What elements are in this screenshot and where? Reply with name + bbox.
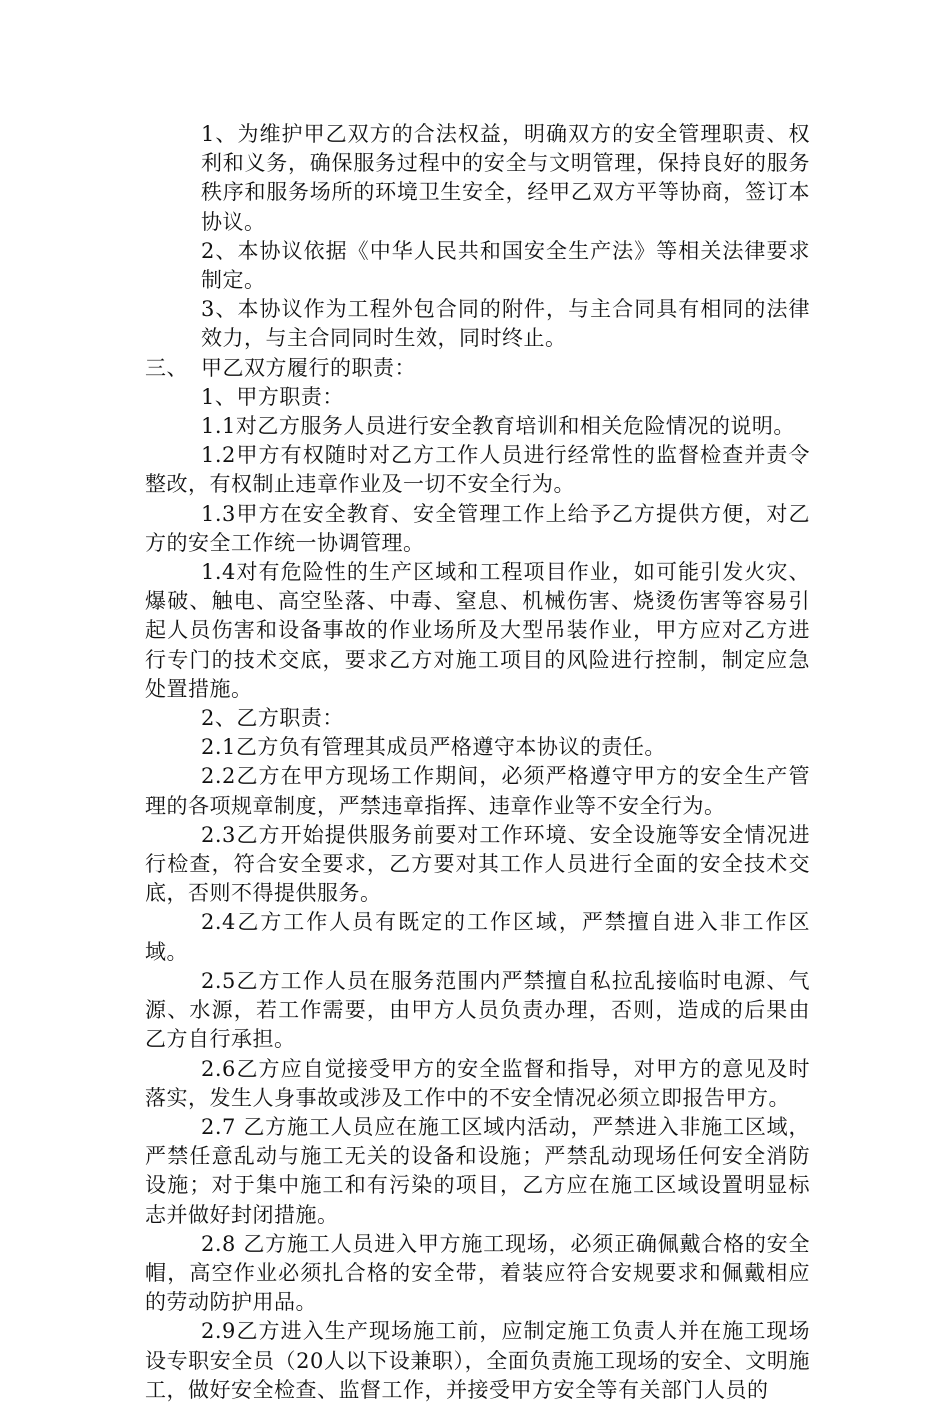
party-a-item-1-4: 1.4对有危险性的生产区域和工程项目作业，如可能引发火灾、爆破、触电、高空坠落、中毒、窒息、机械伤害、烧烫伤害等容易引起人员伤害和设备事故的作业场所及大型吊装作业，甲方应对乙方进行专门的技术交底，要求乙方对施工项目的风险进行控制，制定应急处置措施。: [145, 560, 810, 701]
party-b-item-2-4: 2.4乙方工作人员有既定的工作区域，严禁擅自进入非工作区域。: [145, 910, 810, 964]
party-a-heading: 1、甲方职责：: [201, 384, 344, 409]
party-b-item-2-9: 2.9乙方进入生产现场施工前，应制定施工负责人并在施工现场设专职安全员（20人以下设兼职），全面负责施工现场的安全、文明施工，做好安全检查、监督工作，并接受甲方安全等有关部门人员的: [145, 1319, 810, 1402]
party-b-item-2-3: 2.3乙方开始提供服务前要对工作环境、安全设施等安全情况进行检查，符合安全要求，乙方要对其工作人员进行全面的安全技术交底，否则不得提供服务。: [145, 822, 810, 906]
party-b-item-2-5: 2.5乙方工作人员在服务范围内严禁擅自私拉乱接临时电源、气源、水源，若工作需要，由甲方人员负责办理，否则，造成的后果由乙方自行承担。: [145, 968, 810, 1052]
intro-paragraph-1: 1、为维护甲乙双方的合法权益，明确双方的安全管理职责、权利和义务，确保服务过程中的安全与文明管理，保持良好的服务秩序和服务场所的环境卫生安全，经甲乙双方平等协商，签订本协议。: [201, 122, 810, 234]
party-b-item-2-1: 2.1乙方负有管理其成员严格遵守本协议的责任。: [201, 735, 666, 760]
party-b-item-2-2: 2.2乙方在甲方现场工作期间，必须严格遵守甲方的安全生产管理的各项规章制度，严禁违章指挥、违章作业等不安全行为。: [145, 764, 810, 818]
party-a-item-1-1: 1.1对乙方服务人员进行安全教育培训和相关危险情况的说明。: [201, 414, 795, 439]
section-3-number: 三、: [145, 355, 188, 380]
intro-paragraph-3: 3、本协议作为工程外包合同的附件，与主合同具有相同的法律效力，与主合同同时生效，同时终止。: [201, 297, 810, 351]
party-b-heading: 2、乙方职责：: [201, 706, 344, 731]
intro-paragraph-2: 2、本协议依据《中华人民共和国安全生产法》等相关法律要求制定。: [201, 238, 810, 293]
party-b-item-2-7: 2.7 乙方施工人员应在施工区域内活动，严禁进入非施工区域，严禁任意乱动与施工无关的设备和设施；严禁乱动现场任何安全消防设施；对于集中施工和有污染的项目，乙方应在施工区域设置明显标志并做好封闭措施。: [145, 1114, 810, 1227]
section-3-heading: [145, 354, 810, 383]
party-b-item-2-6: 2.6乙方应自觉接受甲方的安全监督和指导，对甲方的意见及时落实，发生人身事故或涉及工作中的不安全情况必须立即报告甲方。: [145, 1056, 810, 1110]
section-3-title: 甲乙双方履行的职责：: [201, 355, 416, 380]
party-a-item-1-3: 1.3甲方在安全教育、安全管理工作上给予乙方提供方便，对乙方的安全工作统一协调管理。: [145, 501, 810, 555]
party-a-item-1-2: 1.2甲方有权随时对乙方工作人员进行经常性的监督检查并责令整改，有权制止违章作业及一切不安全行为。: [145, 443, 810, 497]
document-body: [145, 120, 810, 1405]
party-b-item-2-8: 2.8 乙方施工人员进入甲方施工现场，必须正确佩戴合格的安全帽，高空作业必须扎合格的安全带，着装应符合安规要求和佩戴相应的劳动防护用品。: [145, 1231, 810, 1315]
